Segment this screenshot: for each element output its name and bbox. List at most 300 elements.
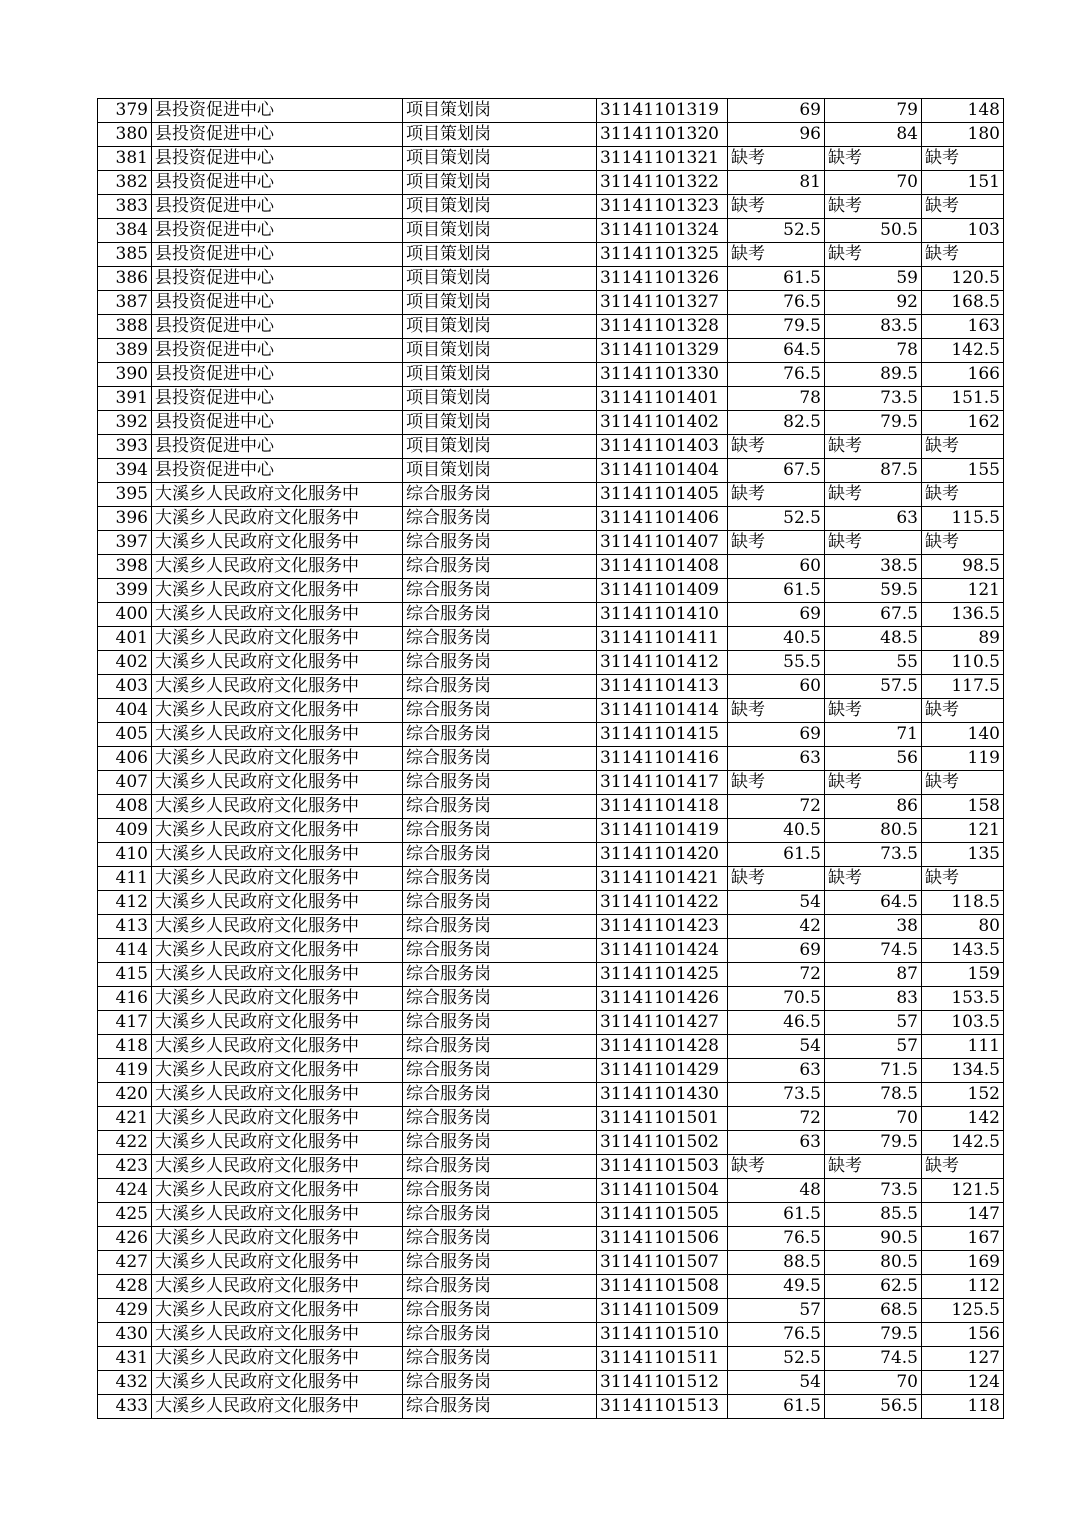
score2-cell: 缺考 xyxy=(825,531,922,555)
score1-cell: 缺考 xyxy=(728,1155,825,1179)
row-number-cell: 408 xyxy=(98,795,152,819)
score2-cell: 83 xyxy=(825,987,922,1011)
exam-id-cell: 31141101411 xyxy=(597,627,728,651)
row-number-cell: 431 xyxy=(98,1347,152,1371)
score1-cell: 63 xyxy=(728,1131,825,1155)
table-row xyxy=(98,915,1004,939)
score2-cell: 64.5 xyxy=(825,891,922,915)
row-number-cell: 417 xyxy=(98,1011,152,1035)
exam-id-cell: 31141101426 xyxy=(597,987,728,1011)
total-cell: 缺考 xyxy=(922,699,1004,723)
score1-cell: 64.5 xyxy=(728,339,825,363)
position-cell: 综合服务岗 xyxy=(403,1179,597,1203)
exam-id-cell: 31141101503 xyxy=(597,1155,728,1179)
exam-id-cell: 31141101505 xyxy=(597,1203,728,1227)
table-row xyxy=(98,1131,1004,1155)
score2-cell: 87 xyxy=(825,963,922,987)
exam-id-cell: 31141101413 xyxy=(597,675,728,699)
exam-id-cell: 31141101401 xyxy=(597,387,728,411)
score2-cell: 67.5 xyxy=(825,603,922,627)
row-number-cell: 425 xyxy=(98,1203,152,1227)
position-cell: 综合服务岗 xyxy=(403,1371,597,1395)
score2-cell: 缺考 xyxy=(825,483,922,507)
unit-cell: 大溪乡人民政府文化服务中 xyxy=(152,939,403,963)
exam-id-cell: 31141101430 xyxy=(597,1083,728,1107)
score2-cell: 73.5 xyxy=(825,387,922,411)
exam-id-cell: 31141101422 xyxy=(597,891,728,915)
position-cell: 综合服务岗 xyxy=(403,1395,597,1419)
row-number-cell: 394 xyxy=(98,459,152,483)
table-row xyxy=(98,723,1004,747)
position-cell: 项目策划岗 xyxy=(403,459,597,483)
row-number-cell: 403 xyxy=(98,675,152,699)
score1-cell: 缺考 xyxy=(728,867,825,891)
position-cell: 综合服务岗 xyxy=(403,531,597,555)
score1-cell: 88.5 xyxy=(728,1251,825,1275)
position-cell: 综合服务岗 xyxy=(403,675,597,699)
score2-cell: 71.5 xyxy=(825,1059,922,1083)
row-number-cell: 381 xyxy=(98,147,152,171)
exam-id-cell: 31141101409 xyxy=(597,579,728,603)
table-row xyxy=(98,435,1004,459)
exam-id-cell: 31141101502 xyxy=(597,1131,728,1155)
row-number-cell: 429 xyxy=(98,1299,152,1323)
score1-cell: 76.5 xyxy=(728,1227,825,1251)
position-cell: 综合服务岗 xyxy=(403,483,597,507)
table-row xyxy=(98,1251,1004,1275)
row-number-cell: 401 xyxy=(98,627,152,651)
position-cell: 综合服务岗 xyxy=(403,891,597,915)
row-number-cell: 412 xyxy=(98,891,152,915)
row-number-cell: 433 xyxy=(98,1395,152,1419)
total-cell: 缺考 xyxy=(922,1155,1004,1179)
unit-cell: 大溪乡人民政府文化服务中 xyxy=(152,1059,403,1083)
exam-id-cell: 31141101403 xyxy=(597,435,728,459)
position-cell: 综合服务岗 xyxy=(403,1083,597,1107)
table-row xyxy=(98,675,1004,699)
position-cell: 综合服务岗 xyxy=(403,1299,597,1323)
unit-cell: 县投资促进中心 xyxy=(152,291,403,315)
table-row xyxy=(98,195,1004,219)
exam-id-cell: 31141101428 xyxy=(597,1035,728,1059)
score2-cell: 87.5 xyxy=(825,459,922,483)
unit-cell: 大溪乡人民政府文化服务中 xyxy=(152,915,403,939)
position-cell: 项目策划岗 xyxy=(403,219,597,243)
score-table xyxy=(97,98,1004,1419)
row-number-cell: 428 xyxy=(98,1275,152,1299)
position-cell: 项目策划岗 xyxy=(403,195,597,219)
row-number-cell: 404 xyxy=(98,699,152,723)
exam-id-cell: 31141101319 xyxy=(597,99,728,123)
position-cell: 项目策划岗 xyxy=(403,123,597,147)
exam-id-cell: 31141101327 xyxy=(597,291,728,315)
total-cell: 135 xyxy=(922,843,1004,867)
row-number-cell: 395 xyxy=(98,483,152,507)
row-number-cell: 396 xyxy=(98,507,152,531)
score1-cell: 96 xyxy=(728,123,825,147)
row-number-cell: 422 xyxy=(98,1131,152,1155)
total-cell: 152 xyxy=(922,1083,1004,1107)
position-cell: 综合服务岗 xyxy=(403,699,597,723)
total-cell: 163 xyxy=(922,315,1004,339)
table-row xyxy=(98,651,1004,675)
total-cell: 98.5 xyxy=(922,555,1004,579)
exam-id-cell: 31141101513 xyxy=(597,1395,728,1419)
exam-id-cell: 31141101419 xyxy=(597,819,728,843)
score2-cell: 89.5 xyxy=(825,363,922,387)
total-cell: 151.5 xyxy=(922,387,1004,411)
row-number-cell: 393 xyxy=(98,435,152,459)
score1-cell: 82.5 xyxy=(728,411,825,435)
row-number-cell: 397 xyxy=(98,531,152,555)
score1-cell: 缺考 xyxy=(728,771,825,795)
position-cell: 综合服务岗 xyxy=(403,507,597,531)
unit-cell: 县投资促进中心 xyxy=(152,147,403,171)
unit-cell: 县投资促进中心 xyxy=(152,459,403,483)
total-cell: 89 xyxy=(922,627,1004,651)
total-cell: 112 xyxy=(922,1275,1004,1299)
total-cell: 147 xyxy=(922,1203,1004,1227)
score1-cell: 缺考 xyxy=(728,243,825,267)
position-cell: 项目策划岗 xyxy=(403,435,597,459)
score1-cell: 60 xyxy=(728,555,825,579)
position-cell: 综合服务岗 xyxy=(403,843,597,867)
table-row xyxy=(98,531,1004,555)
table-row xyxy=(98,987,1004,1011)
exam-id-cell: 31141101423 xyxy=(597,915,728,939)
unit-cell: 县投资促进中心 xyxy=(152,387,403,411)
position-cell: 综合服务岗 xyxy=(403,915,597,939)
table-row xyxy=(98,99,1004,123)
total-cell: 118 xyxy=(922,1395,1004,1419)
score1-cell: 57 xyxy=(728,1299,825,1323)
score1-cell: 76.5 xyxy=(728,1323,825,1347)
score2-cell: 缺考 xyxy=(825,243,922,267)
score2-cell: 缺考 xyxy=(825,435,922,459)
position-cell: 综合服务岗 xyxy=(403,819,597,843)
score1-cell: 69 xyxy=(728,99,825,123)
position-cell: 项目策划岗 xyxy=(403,99,597,123)
score2-cell: 缺考 xyxy=(825,771,922,795)
score2-cell: 74.5 xyxy=(825,939,922,963)
total-cell: 153.5 xyxy=(922,987,1004,1011)
position-cell: 综合服务岗 xyxy=(403,1347,597,1371)
unit-cell: 大溪乡人民政府文化服务中 xyxy=(152,651,403,675)
unit-cell: 大溪乡人民政府文化服务中 xyxy=(152,771,403,795)
total-cell: 缺考 xyxy=(922,195,1004,219)
unit-cell: 大溪乡人民政府文化服务中 xyxy=(152,699,403,723)
exam-id-cell: 31141101511 xyxy=(597,1347,728,1371)
total-cell: 142.5 xyxy=(922,1131,1004,1155)
position-cell: 综合服务岗 xyxy=(403,627,597,651)
unit-cell: 大溪乡人民政府文化服务中 xyxy=(152,1371,403,1395)
exam-id-cell: 31141101427 xyxy=(597,1011,728,1035)
score2-cell: 缺考 xyxy=(825,195,922,219)
position-cell: 综合服务岗 xyxy=(403,1107,597,1131)
unit-cell: 大溪乡人民政府文化服务中 xyxy=(152,1107,403,1131)
position-cell: 综合服务岗 xyxy=(403,1035,597,1059)
exam-id-cell: 31141101412 xyxy=(597,651,728,675)
table-row xyxy=(98,1323,1004,1347)
total-cell: 136.5 xyxy=(922,603,1004,627)
table-row xyxy=(98,627,1004,651)
score1-cell: 52.5 xyxy=(728,1347,825,1371)
exam-id-cell: 31141101424 xyxy=(597,939,728,963)
total-cell: 125.5 xyxy=(922,1299,1004,1323)
total-cell: 103 xyxy=(922,219,1004,243)
total-cell: 169 xyxy=(922,1251,1004,1275)
total-cell: 151 xyxy=(922,171,1004,195)
score1-cell: 72 xyxy=(728,1107,825,1131)
exam-id-cell: 31141101324 xyxy=(597,219,728,243)
table-row xyxy=(98,243,1004,267)
position-cell: 项目策划岗 xyxy=(403,243,597,267)
unit-cell: 大溪乡人民政府文化服务中 xyxy=(152,843,403,867)
unit-cell: 大溪乡人民政府文化服务中 xyxy=(152,963,403,987)
exam-id-cell: 31141101320 xyxy=(597,123,728,147)
position-cell: 综合服务岗 xyxy=(403,555,597,579)
score2-cell: 73.5 xyxy=(825,1179,922,1203)
row-number-cell: 392 xyxy=(98,411,152,435)
row-number-cell: 405 xyxy=(98,723,152,747)
score1-cell: 76.5 xyxy=(728,291,825,315)
score2-cell: 79.5 xyxy=(825,1131,922,1155)
exam-id-cell: 31141101321 xyxy=(597,147,728,171)
score2-cell: 79 xyxy=(825,99,922,123)
exam-id-cell: 31141101512 xyxy=(597,1371,728,1395)
position-cell: 综合服务岗 xyxy=(403,579,597,603)
row-number-cell: 430 xyxy=(98,1323,152,1347)
score1-cell: 40.5 xyxy=(728,819,825,843)
table-row xyxy=(98,483,1004,507)
score2-cell: 74.5 xyxy=(825,1347,922,1371)
score1-cell: 52.5 xyxy=(728,219,825,243)
unit-cell: 大溪乡人民政府文化服务中 xyxy=(152,1203,403,1227)
score2-cell: 缺考 xyxy=(825,1155,922,1179)
total-cell: 121 xyxy=(922,819,1004,843)
position-cell: 综合服务岗 xyxy=(403,1155,597,1179)
row-number-cell: 387 xyxy=(98,291,152,315)
exam-id-cell: 31141101322 xyxy=(597,171,728,195)
position-cell: 项目策划岗 xyxy=(403,387,597,411)
row-number-cell: 419 xyxy=(98,1059,152,1083)
total-cell: 缺考 xyxy=(922,483,1004,507)
score1-cell: 69 xyxy=(728,603,825,627)
score1-cell: 81 xyxy=(728,171,825,195)
table-row xyxy=(98,747,1004,771)
unit-cell: 大溪乡人民政府文化服务中 xyxy=(152,1227,403,1251)
score2-cell: 71 xyxy=(825,723,922,747)
score2-cell: 63 xyxy=(825,507,922,531)
unit-cell: 大溪乡人民政府文化服务中 xyxy=(152,1347,403,1371)
total-cell: 缺考 xyxy=(922,531,1004,555)
unit-cell: 大溪乡人民政府文化服务中 xyxy=(152,1011,403,1035)
row-number-cell: 386 xyxy=(98,267,152,291)
table-row xyxy=(98,411,1004,435)
score1-cell: 76.5 xyxy=(728,363,825,387)
table-row xyxy=(98,771,1004,795)
score1-cell: 缺考 xyxy=(728,195,825,219)
row-number-cell: 411 xyxy=(98,867,152,891)
score2-cell: 86 xyxy=(825,795,922,819)
exam-id-cell: 31141101406 xyxy=(597,507,728,531)
exam-id-cell: 31141101410 xyxy=(597,603,728,627)
score1-cell: 61.5 xyxy=(728,843,825,867)
row-number-cell: 418 xyxy=(98,1035,152,1059)
unit-cell: 大溪乡人民政府文化服务中 xyxy=(152,603,403,627)
unit-cell: 大溪乡人民政府文化服务中 xyxy=(152,891,403,915)
score2-cell: 59.5 xyxy=(825,579,922,603)
table-row xyxy=(98,1107,1004,1131)
score2-cell: 56 xyxy=(825,747,922,771)
row-number-cell: 382 xyxy=(98,171,152,195)
score1-cell: 69 xyxy=(728,723,825,747)
score1-cell: 67.5 xyxy=(728,459,825,483)
table-row xyxy=(98,147,1004,171)
score1-cell: 缺考 xyxy=(728,147,825,171)
total-cell: 134.5 xyxy=(922,1059,1004,1083)
row-number-cell: 426 xyxy=(98,1227,152,1251)
table-row xyxy=(98,291,1004,315)
total-cell: 162 xyxy=(922,411,1004,435)
exam-id-cell: 31141101506 xyxy=(597,1227,728,1251)
total-cell: 119 xyxy=(922,747,1004,771)
score1-cell: 69 xyxy=(728,939,825,963)
exam-id-cell: 31141101415 xyxy=(597,723,728,747)
score1-cell: 缺考 xyxy=(728,483,825,507)
row-number-cell: 391 xyxy=(98,387,152,411)
score2-cell: 57.5 xyxy=(825,675,922,699)
table-row xyxy=(98,699,1004,723)
score2-cell: 缺考 xyxy=(825,867,922,891)
exam-id-cell: 31141101328 xyxy=(597,315,728,339)
score2-cell: 55 xyxy=(825,651,922,675)
score1-cell: 70.5 xyxy=(728,987,825,1011)
score2-cell: 70 xyxy=(825,1371,922,1395)
total-cell: 159 xyxy=(922,963,1004,987)
table-row xyxy=(98,939,1004,963)
score2-cell: 48.5 xyxy=(825,627,922,651)
position-cell: 综合服务岗 xyxy=(403,1251,597,1275)
score2-cell: 80.5 xyxy=(825,819,922,843)
score1-cell: 49.5 xyxy=(728,1275,825,1299)
score1-cell: 42 xyxy=(728,915,825,939)
unit-cell: 大溪乡人民政府文化服务中 xyxy=(152,819,403,843)
table-row xyxy=(98,1395,1004,1419)
row-number-cell: 414 xyxy=(98,939,152,963)
unit-cell: 县投资促进中心 xyxy=(152,219,403,243)
table-row xyxy=(98,171,1004,195)
position-cell: 综合服务岗 xyxy=(403,747,597,771)
table-row xyxy=(98,315,1004,339)
unit-cell: 大溪乡人民政府文化服务中 xyxy=(152,531,403,555)
total-cell: 167 xyxy=(922,1227,1004,1251)
total-cell: 120.5 xyxy=(922,267,1004,291)
table-row xyxy=(98,363,1004,387)
score2-cell: 73.5 xyxy=(825,843,922,867)
total-cell: 180 xyxy=(922,123,1004,147)
score2-cell: 62.5 xyxy=(825,1275,922,1299)
score1-cell: 54 xyxy=(728,1371,825,1395)
total-cell: 118.5 xyxy=(922,891,1004,915)
score2-cell: 85.5 xyxy=(825,1203,922,1227)
table-row xyxy=(98,1371,1004,1395)
unit-cell: 大溪乡人民政府文化服务中 xyxy=(152,795,403,819)
score2-cell: 79.5 xyxy=(825,1323,922,1347)
exam-id-cell: 31141101416 xyxy=(597,747,728,771)
unit-cell: 大溪乡人民政府文化服务中 xyxy=(152,1275,403,1299)
table-row xyxy=(98,579,1004,603)
position-cell: 综合服务岗 xyxy=(403,603,597,627)
position-cell: 综合服务岗 xyxy=(403,723,597,747)
table-row xyxy=(98,1059,1004,1083)
row-number-cell: 399 xyxy=(98,579,152,603)
exam-id-cell: 31141101504 xyxy=(597,1179,728,1203)
total-cell: 80 xyxy=(922,915,1004,939)
table-row xyxy=(98,459,1004,483)
unit-cell: 大溪乡人民政府文化服务中 xyxy=(152,1155,403,1179)
position-cell: 项目策划岗 xyxy=(403,171,597,195)
row-number-cell: 407 xyxy=(98,771,152,795)
score2-cell: 80.5 xyxy=(825,1251,922,1275)
table-row xyxy=(98,1203,1004,1227)
table-row xyxy=(98,1035,1004,1059)
exam-id-cell: 31141101402 xyxy=(597,411,728,435)
unit-cell: 县投资促进中心 xyxy=(152,363,403,387)
unit-cell: 县投资促进中心 xyxy=(152,267,403,291)
total-cell: 缺考 xyxy=(922,771,1004,795)
total-cell: 121.5 xyxy=(922,1179,1004,1203)
unit-cell: 大溪乡人民政府文化服务中 xyxy=(152,1323,403,1347)
score1-cell: 79.5 xyxy=(728,315,825,339)
position-cell: 项目策划岗 xyxy=(403,339,597,363)
score1-cell: 63 xyxy=(728,747,825,771)
total-cell: 117.5 xyxy=(922,675,1004,699)
total-cell: 156 xyxy=(922,1323,1004,1347)
score2-cell: 84 xyxy=(825,123,922,147)
score1-cell: 72 xyxy=(728,795,825,819)
unit-cell: 大溪乡人民政府文化服务中 xyxy=(152,555,403,579)
table-row xyxy=(98,555,1004,579)
unit-cell: 大溪乡人民政府文化服务中 xyxy=(152,675,403,699)
score1-cell: 52.5 xyxy=(728,507,825,531)
table-row xyxy=(98,891,1004,915)
unit-cell: 大溪乡人民政府文化服务中 xyxy=(152,867,403,891)
total-cell: 缺考 xyxy=(922,243,1004,267)
total-cell: 缺考 xyxy=(922,435,1004,459)
total-cell: 140 xyxy=(922,723,1004,747)
score2-cell: 38 xyxy=(825,915,922,939)
total-cell: 142 xyxy=(922,1107,1004,1131)
unit-cell: 大溪乡人民政府文化服务中 xyxy=(152,1083,403,1107)
table-row xyxy=(98,963,1004,987)
score2-cell: 90.5 xyxy=(825,1227,922,1251)
total-cell: 142.5 xyxy=(922,339,1004,363)
position-cell: 综合服务岗 xyxy=(403,1059,597,1083)
exam-id-cell: 31141101330 xyxy=(597,363,728,387)
exam-id-cell: 31141101425 xyxy=(597,963,728,987)
score2-cell: 78 xyxy=(825,339,922,363)
score1-cell: 46.5 xyxy=(728,1011,825,1035)
total-cell: 127 xyxy=(922,1347,1004,1371)
row-number-cell: 410 xyxy=(98,843,152,867)
total-cell: 143.5 xyxy=(922,939,1004,963)
table-row xyxy=(98,795,1004,819)
exam-id-cell: 31141101417 xyxy=(597,771,728,795)
score2-cell: 92 xyxy=(825,291,922,315)
table-row xyxy=(98,1155,1004,1179)
score1-cell: 缺考 xyxy=(728,699,825,723)
